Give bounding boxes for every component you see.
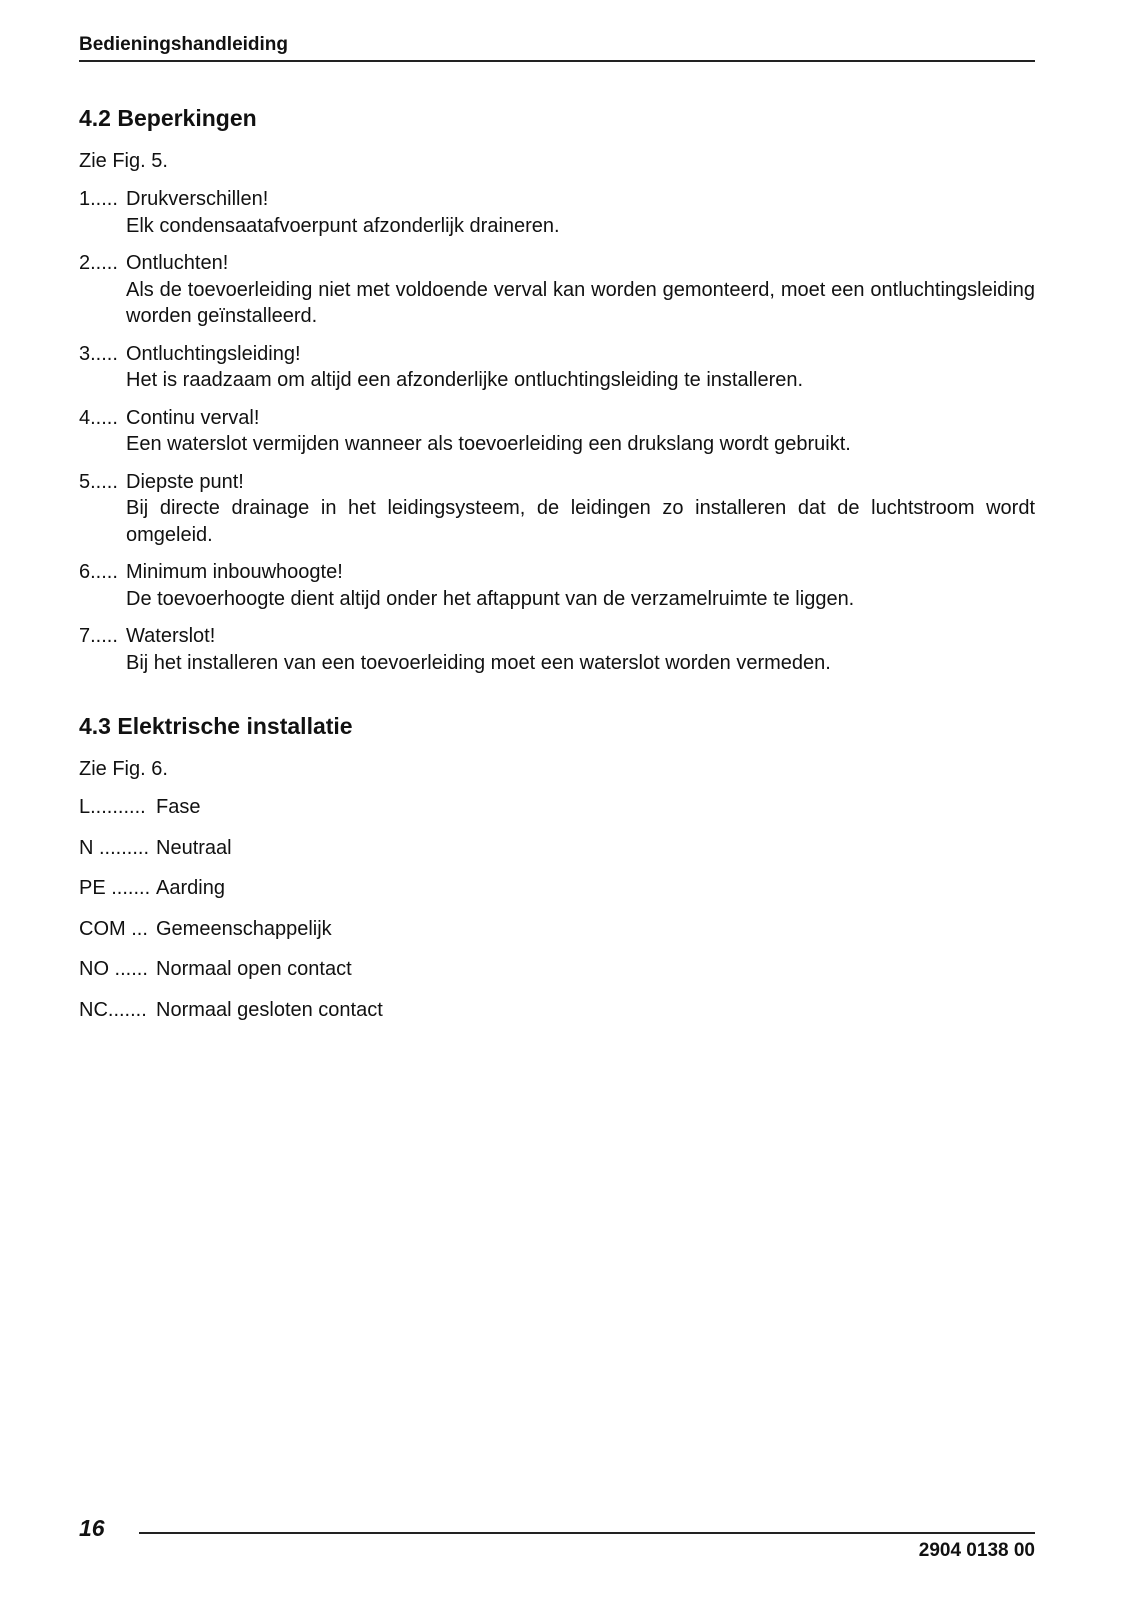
section-title: 4.2 Beperkingen <box>79 105 257 131</box>
list-item <box>79 405 1035 458</box>
legend-value: Normaal gesloten contact <box>156 998 383 1021</box>
list-item <box>79 559 1035 612</box>
item-number: 1..... <box>79 188 118 210</box>
legend-value: Aarding <box>156 877 225 899</box>
legend-value: Neutraal <box>156 836 232 859</box>
legend-key: NO ...... <box>79 958 148 980</box>
footer-divider <box>139 1532 1035 1534</box>
terminal-legend <box>79 794 1035 1023</box>
item-title: Ontluchtingsleiding! <box>126 342 301 365</box>
item-text: Het is raadzaam om altijd een afzonderlijke ontluchtingsleiding te installeren. <box>126 369 804 391</box>
legend-row <box>79 956 1035 982</box>
section-elektrische-installatie <box>79 712 1035 1023</box>
legend-value: Normaal open contact <box>156 958 352 980</box>
document-number: 2904 0138 00 <box>918 1540 1035 1561</box>
list-item <box>79 623 1035 676</box>
item-number: 2..... <box>79 252 118 274</box>
item-text: De toevoerhoogte dient altijd onder het aftappunt van de verzamelruimte te liggen. <box>126 587 855 610</box>
legend-row <box>79 835 1035 861</box>
item-number: 7..... <box>79 625 118 647</box>
legend-key: L.......... <box>79 796 146 818</box>
item-number: 4..... <box>79 406 118 429</box>
item-text: Bij het installeren van een toevoerleiding moet een waterslot worden vermeden. <box>126 651 831 674</box>
legend-row <box>79 997 1035 1023</box>
legend-key: NC....... <box>79 998 147 1021</box>
item-number: 3..... <box>79 342 118 365</box>
section-title: 4.3 Elektrische installatie <box>79 713 353 739</box>
list-item <box>79 250 1035 330</box>
item-number: 6..... <box>79 561 118 583</box>
legend-value: Gemeenschappelijk <box>156 917 332 940</box>
item-text: Elk condensaatafvoerpunt afzonderlijk draineren. <box>126 214 560 237</box>
legend-key: COM ... <box>79 917 148 940</box>
legend-row <box>79 916 1035 942</box>
item-title: Continu verval! <box>126 406 260 429</box>
item-text: Als de toevoerleiding niet met voldoende verval kan worden gemonteerd, moet een ontluchtingsleiding worden geïnstalleerd. <box>126 278 1035 327</box>
item-title: Minimum inbouwhoogte! <box>126 561 343 583</box>
page-header <box>79 30 1035 62</box>
legend-value: Fase <box>156 796 201 818</box>
legend-key: PE ....... <box>79 877 151 899</box>
item-title: Diepste punt! <box>126 470 244 493</box>
figure-reference: Zie Fig. 5. <box>79 150 168 172</box>
figure-reference: Zie Fig. 6. <box>79 758 168 780</box>
legend-key: N ......... <box>79 836 150 859</box>
legend-row <box>79 875 1035 901</box>
list-item <box>79 186 1035 239</box>
section-beperkingen <box>79 104 1035 676</box>
item-title: Ontluchten! <box>126 252 229 274</box>
list-item <box>79 341 1035 394</box>
page-number: 16 <box>79 1515 105 1541</box>
item-title: Waterslot! <box>126 625 216 647</box>
item-text: Bij directe drainage in het leidingsysteem, de leidingen zo installeren dat de luchtstroom wordt omgeleid. <box>126 497 1035 546</box>
item-title: Drukverschillen! <box>126 188 269 210</box>
item-text: Een waterslot vermijden wanneer als toevoerleiding een drukslang wordt gebruikt. <box>126 433 851 455</box>
header-title: Bedieningshandleiding <box>79 34 289 55</box>
list-item <box>79 469 1035 549</box>
item-number: 5..... <box>79 470 118 493</box>
main-content <box>79 104 1035 1037</box>
legend-row <box>79 794 1035 820</box>
